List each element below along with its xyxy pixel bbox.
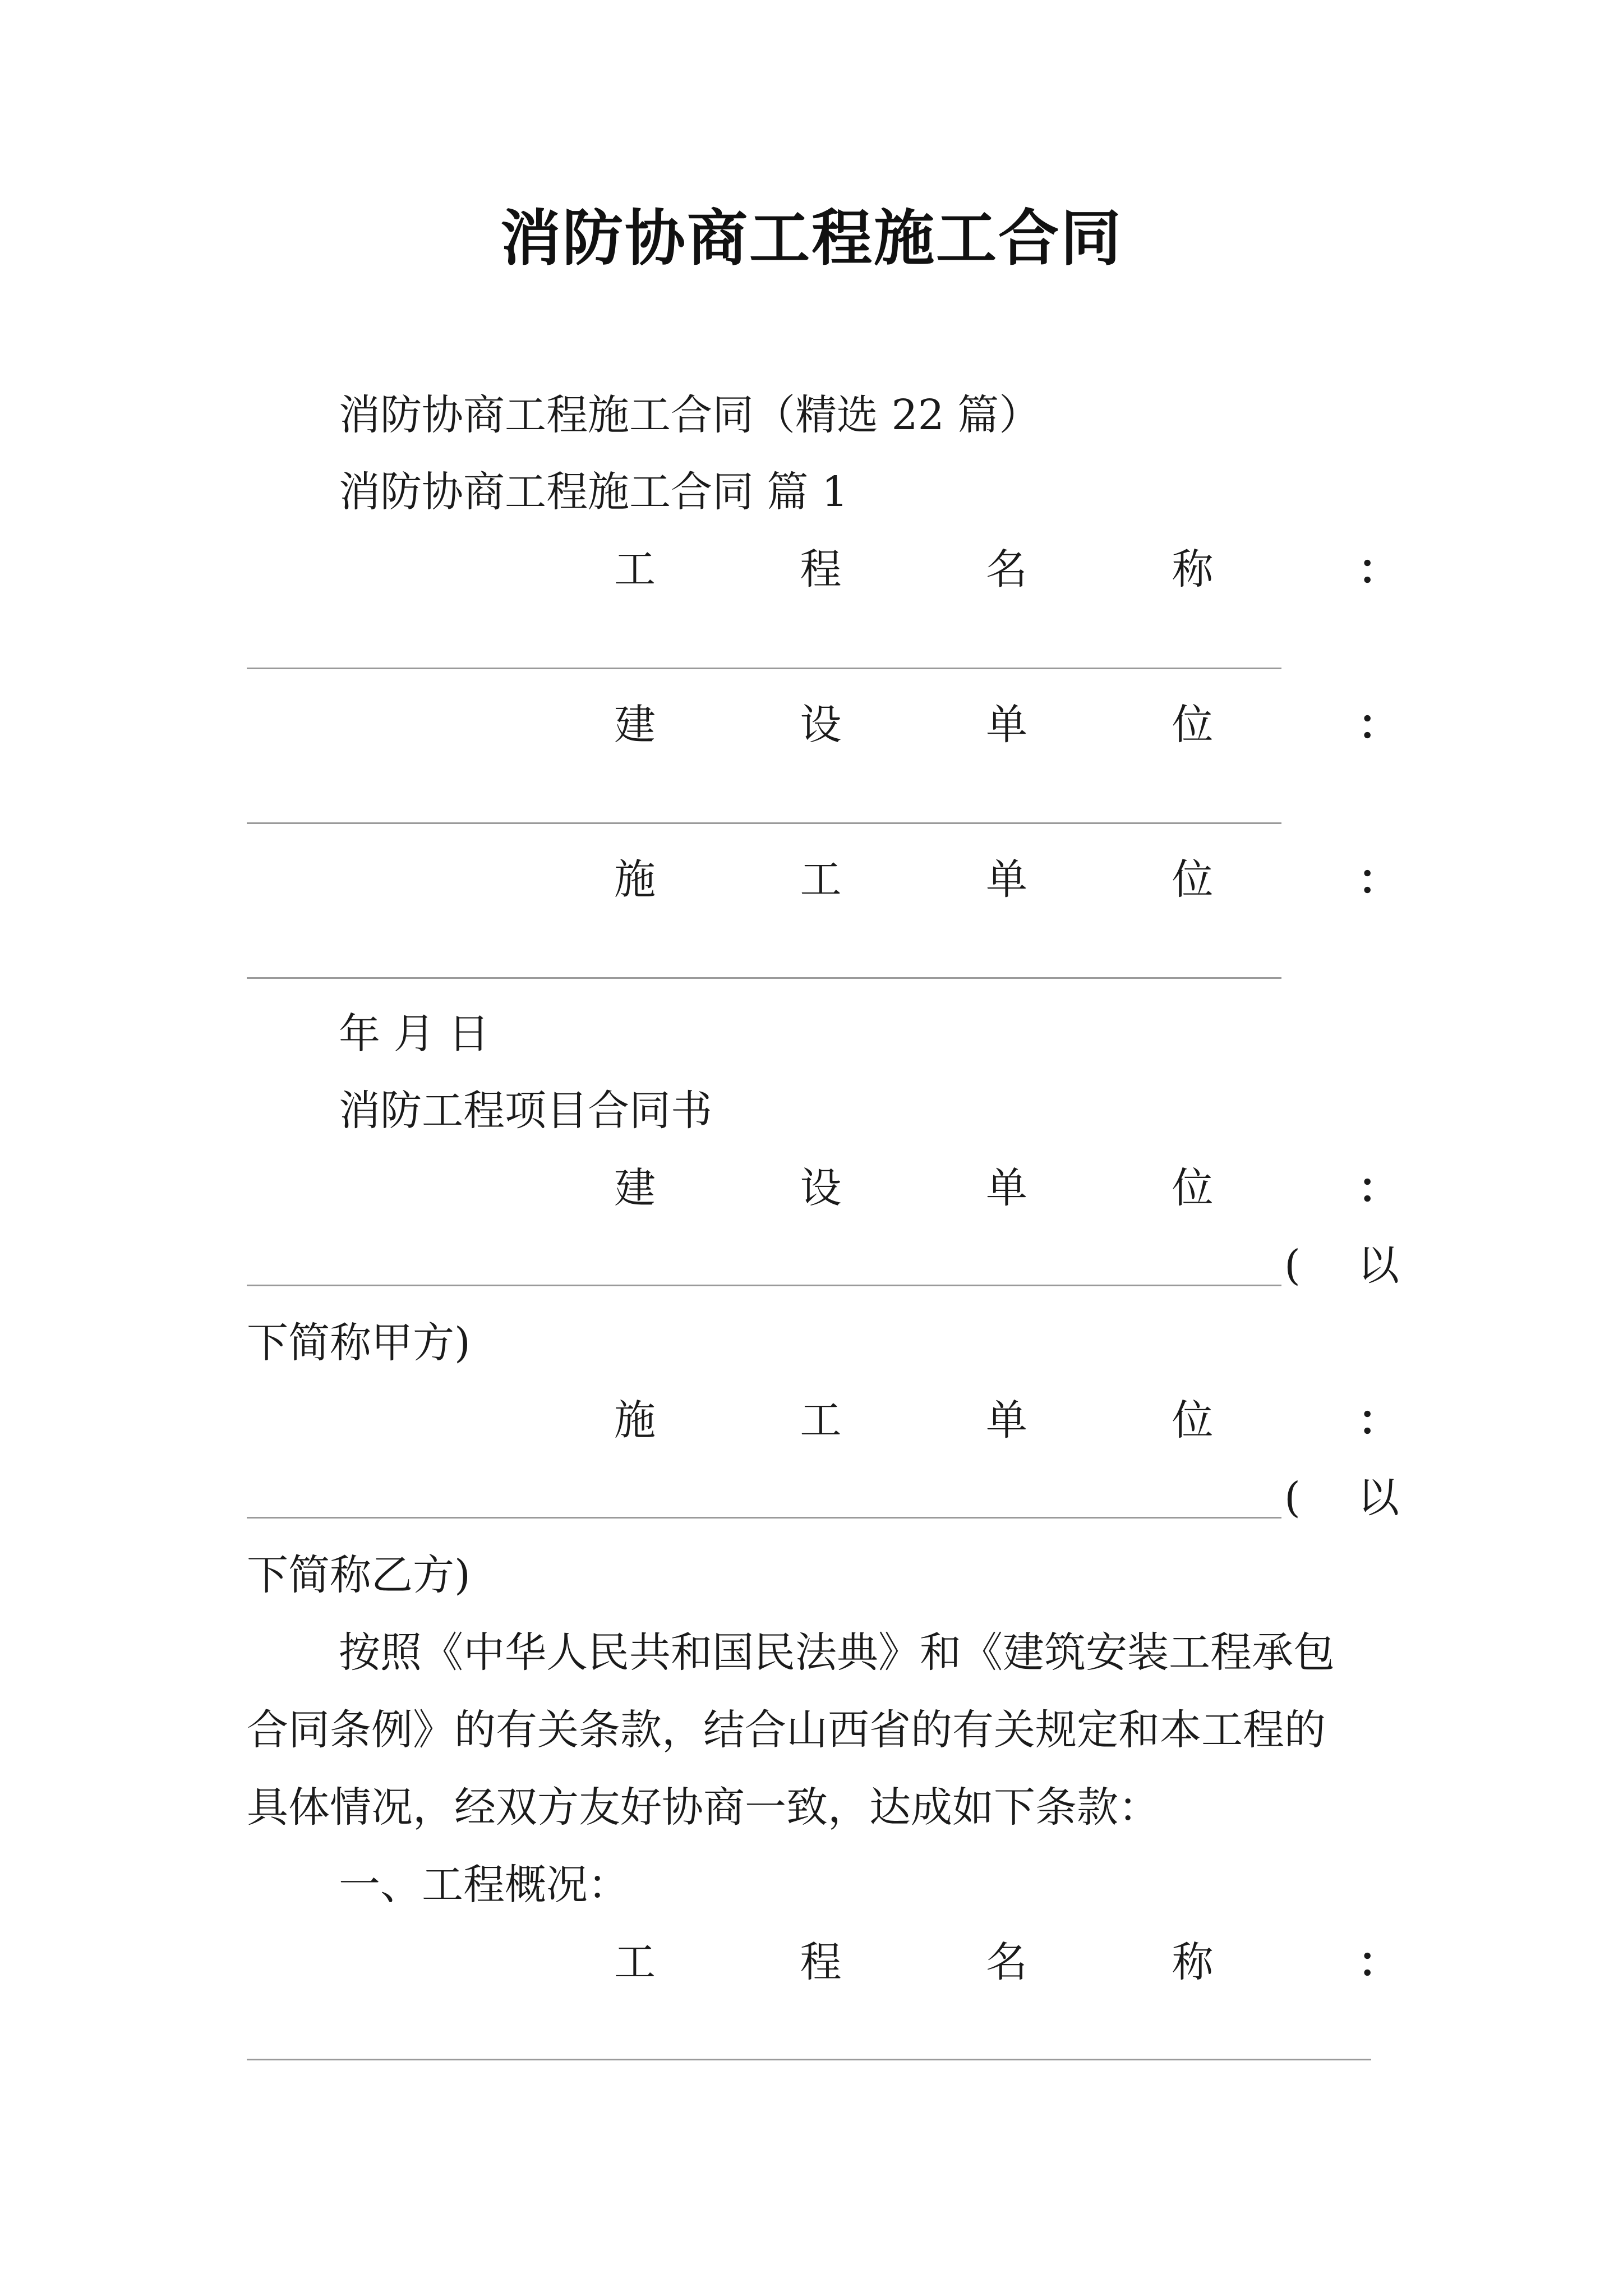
document-subtitle: 消防协商工程施工合同（精选 22 篇） (339, 391, 1041, 439)
party-a-field-label: 建 设 单 位 ： (614, 1164, 1399, 1212)
contractor-unit-blank-line (247, 977, 1281, 979)
section-heading: 消防协商工程施工合同 篇 1 (339, 468, 849, 516)
party-b-note: 下简称乙方) (247, 1551, 471, 1599)
clause-1-heading: 一、工程概况： (339, 1861, 629, 1909)
contract-book-heading: 消防工程项目合同书 (339, 1087, 712, 1135)
builder-unit-field-label: 建 设 单 位 ： (614, 701, 1399, 749)
party-a-paren: ( 以 (1284, 1241, 1399, 1290)
clause-1-project-name-label: 工 程 名 称 ： (614, 1938, 1399, 1986)
intro-line: 合同条例》的有关条款，结合山西省的有关规定和本工程的 (247, 1706, 1326, 1754)
party-a-note: 下简称甲方) (247, 1319, 471, 1367)
party-b-field-label: 施 工 单 位 ： (614, 1396, 1399, 1444)
project-name-blank-line (247, 668, 1281, 669)
party-b-paren: ( 以 (1284, 1474, 1399, 1522)
party-a-blank-line (247, 1285, 1281, 1286)
document-title: 消防协商工程施工合同 (500, 203, 1123, 274)
clause-1-project-name-blank-line (247, 2059, 1371, 2060)
intro-line: 按照《中华人民共和国民法典》和《建筑安装工程承包 (339, 1628, 1335, 1677)
party-b-blank-line (247, 1517, 1281, 1519)
builder-unit-blank-line (247, 822, 1281, 824)
project-name-field-label: 工 程 名 称 ： (614, 545, 1399, 593)
contractor-unit-field-label: 施 工 单 位 ： (614, 855, 1399, 904)
date-line: 年 月 日 (339, 1010, 490, 1058)
intro-line: 具体情况，经双方友好协商一致，达成如下条款： (247, 1783, 1160, 1832)
